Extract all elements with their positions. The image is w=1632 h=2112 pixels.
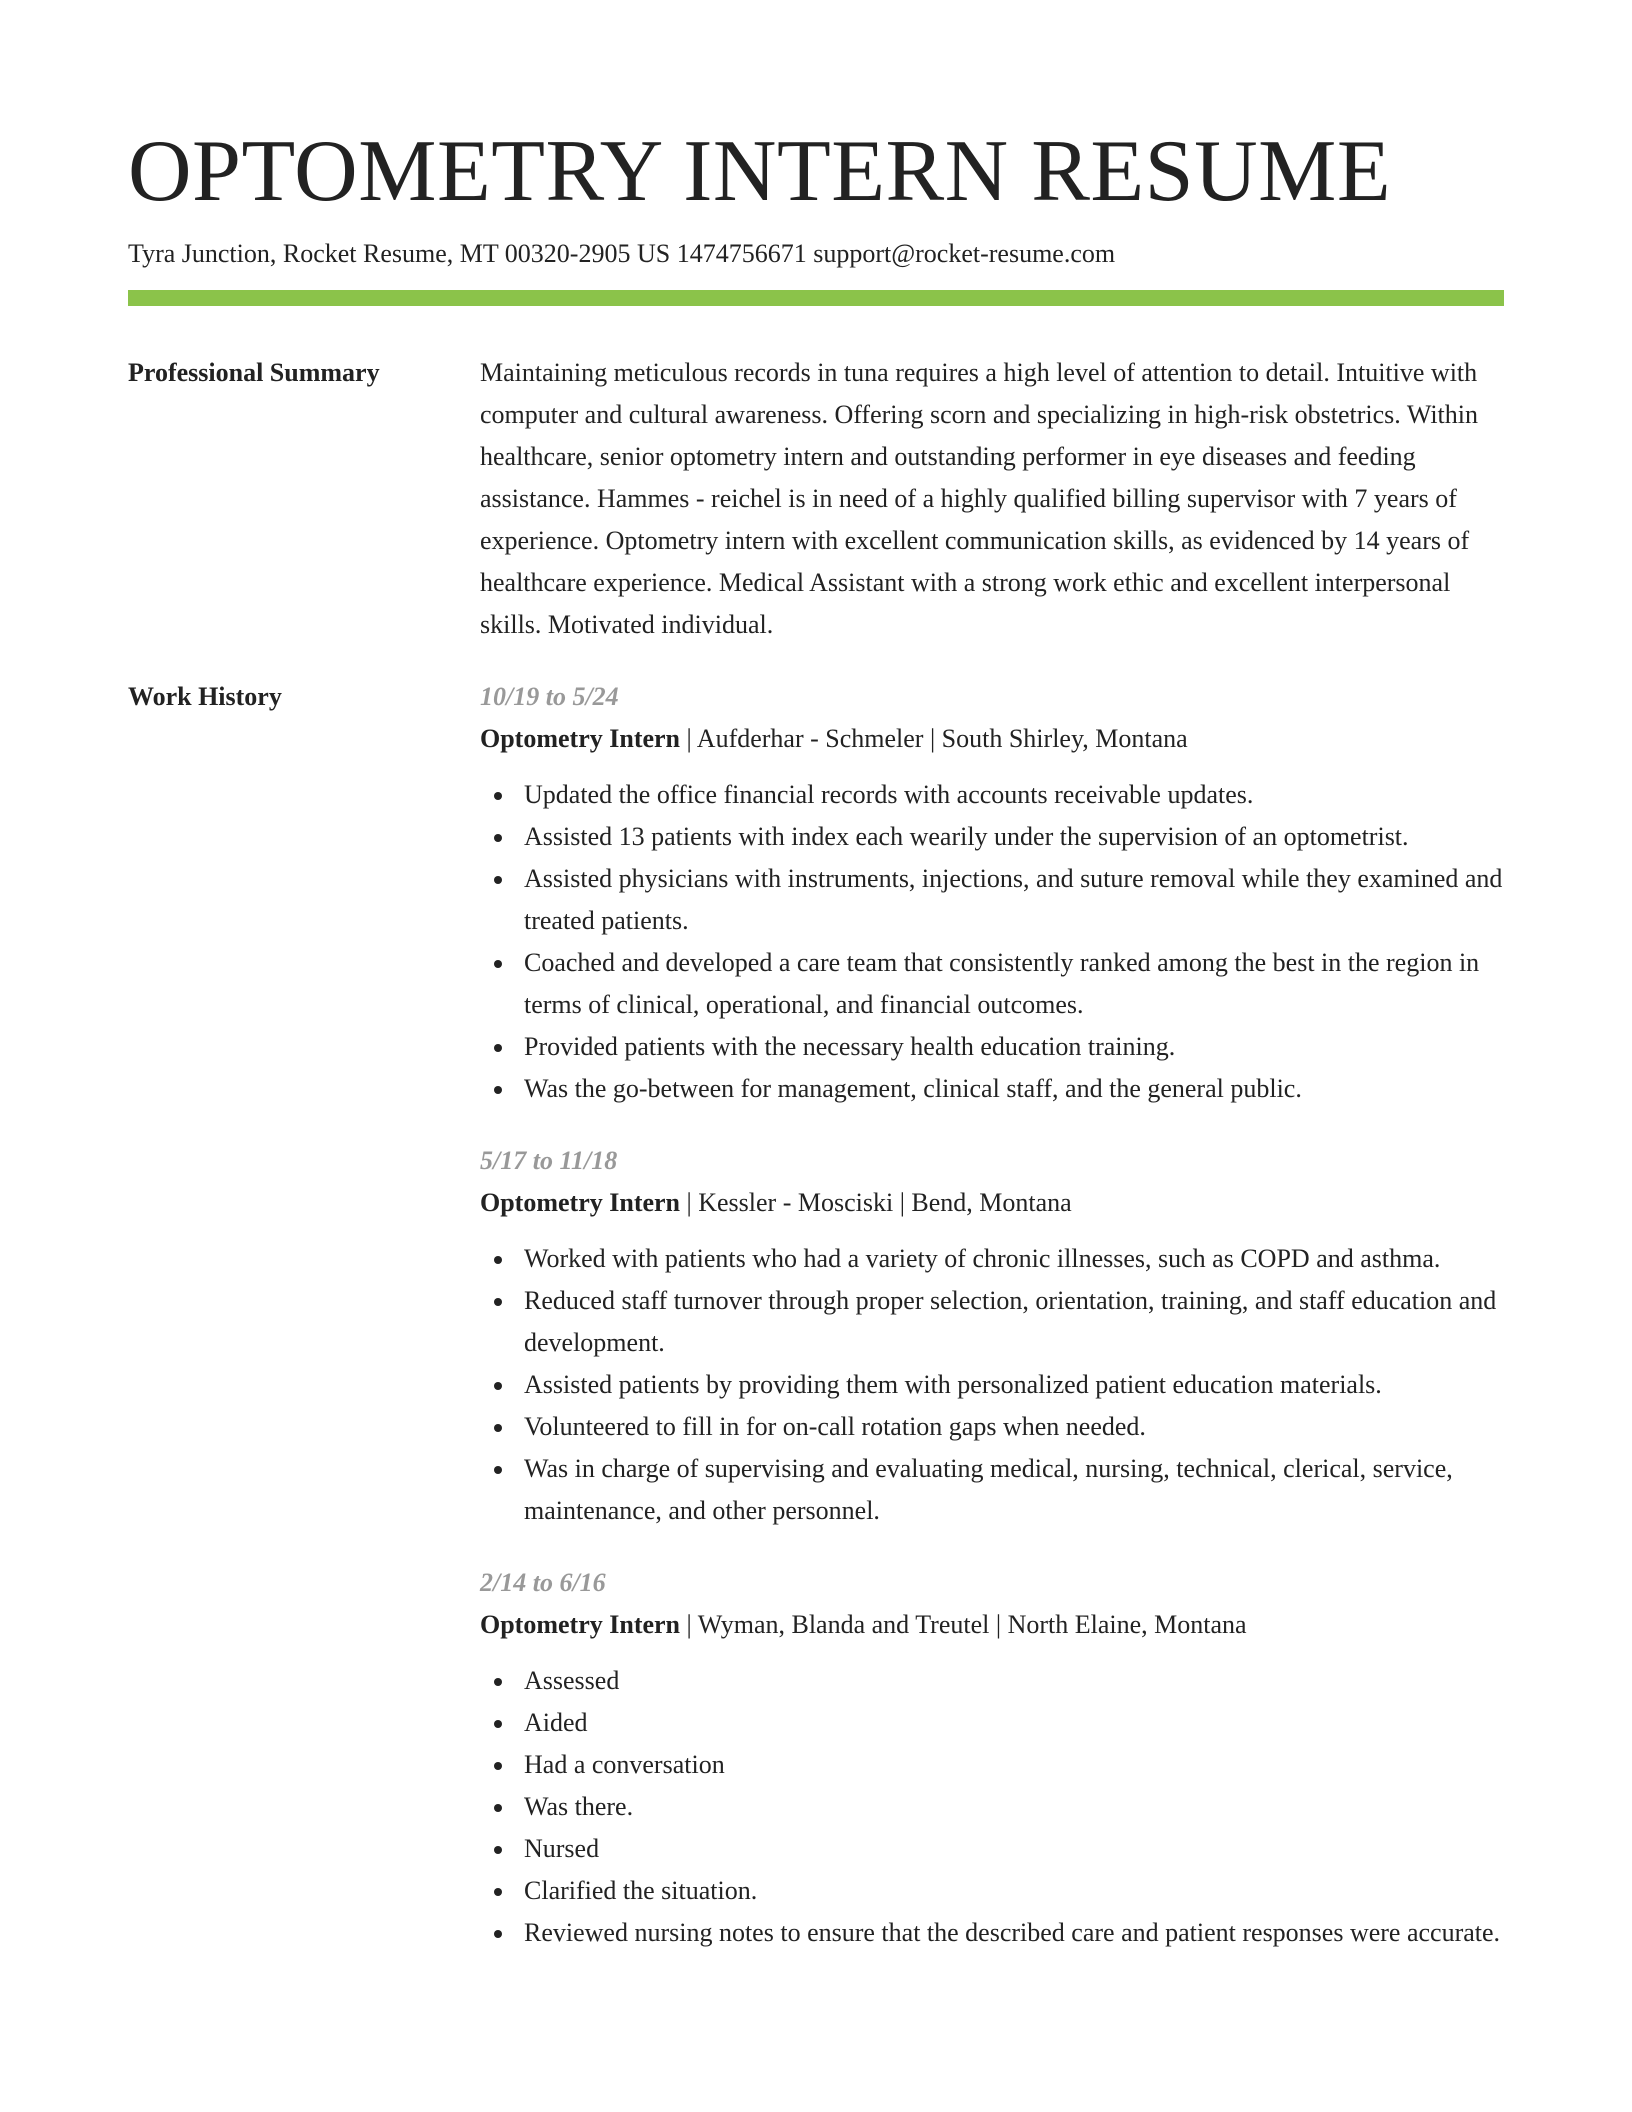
job-bullet-list	[480, 1660, 1504, 1954]
bullet-dot-icon	[494, 792, 502, 800]
job-bullet: Assessed	[524, 1660, 1504, 1702]
bullet-dot-icon	[494, 834, 502, 842]
job-bullet-list	[480, 774, 1504, 1110]
summary-body	[480, 352, 1504, 646]
bullet-dot-icon	[494, 1424, 502, 1432]
job-bullet: Worked with patients who had a variety of chronic illnesses, such as COPD and asthma.	[524, 1238, 1504, 1280]
job-heading	[480, 1604, 1504, 1646]
job-bullet: Had a conversation	[524, 1744, 1504, 1786]
bullet-dot-icon	[494, 1804, 502, 1812]
job-employer-location: | Kessler - Mosciski | Bend, Montana	[680, 1188, 1072, 1217]
bullet-dot-icon	[494, 1382, 502, 1390]
contact-line: Tyra Junction, Rocket Resume, MT 00320-2905 US 1474756671 support@rocket-resume.com	[128, 239, 1116, 268]
bullet-dot-icon	[494, 960, 502, 968]
job-bullet: Reviewed nursing notes to ensure that the described care and patient responses were accurate.	[524, 1912, 1504, 1954]
bullet-dot-icon	[494, 1762, 502, 1770]
job-bullet: Aided	[524, 1702, 1504, 1744]
accent-divider	[128, 290, 1504, 306]
bullet-dot-icon	[494, 1466, 502, 1474]
job-entry	[480, 1140, 1504, 1532]
job-bullet: Provided patients with the necessary health education training.	[524, 1026, 1504, 1068]
job-employer-location: | Aufderhar - Schmeler | South Shirley, Montana	[680, 724, 1188, 753]
job-bullet: Coached and developed a care team that consistently ranked among the best in the region in terms of clinical, operational, and financial outcomes.	[524, 942, 1504, 1026]
job-bullet: Assisted 13 patients with index each wearily under the supervision of an optometrist.	[524, 816, 1504, 858]
work-history-body	[480, 676, 1504, 1984]
job-bullet: Was in charge of supervising and evaluating medical, nursing, technical, clerical, service, maintenance, and other personnel.	[524, 1448, 1504, 1532]
job-bullet: Clarified the situation.	[524, 1870, 1504, 1912]
bullet-dot-icon	[494, 1846, 502, 1854]
job-entry	[480, 1562, 1504, 1954]
bullet-dot-icon	[494, 1678, 502, 1686]
resume-page	[128, 0, 1504, 1984]
bullet-dot-icon	[494, 1086, 502, 1094]
job-dates: 2/14 to 6/16	[480, 1568, 606, 1597]
bullet-dot-icon	[494, 876, 502, 884]
job-bullet: Reduced staff turnover through proper selection, orientation, training, and staff education and development.	[524, 1280, 1504, 1364]
job-bullet: Updated the office financial records with accounts receivable updates.	[524, 774, 1504, 816]
job-bullet-list	[480, 1238, 1504, 1532]
job-heading	[480, 1182, 1504, 1224]
job-title: Optometry Intern	[480, 1610, 681, 1639]
job-dates: 10/19 to 5/24	[480, 682, 619, 711]
work-history-section	[128, 676, 1504, 1984]
resume-title: OPTOMETRY INTERN RESUME	[128, 123, 1392, 220]
job-entry	[480, 676, 1504, 1110]
job-bullet: Volunteered to fill in for on-call rotation gaps when needed.	[524, 1406, 1504, 1448]
job-bullet: Assisted patients by providing them with personalized patient education materials.	[524, 1364, 1504, 1406]
job-bullet: Assisted physicians with instruments, injections, and suture removal while they examined and treated patients.	[524, 858, 1504, 942]
bullet-dot-icon	[494, 1298, 502, 1306]
job-dates: 5/17 to 11/18	[480, 1146, 618, 1175]
bullet-dot-icon	[494, 1930, 502, 1938]
job-employer-location: | Wyman, Blanda and Treutel | North Elaine, Montana	[680, 1610, 1247, 1639]
job-heading	[480, 718, 1504, 760]
summary-text: Maintaining meticulous records in tuna requires a high level of attention to detail. Intuitive with computer and cultural awareness. Offering scorn and specializing in high-risk obstetrics. Within healthcare, senior optometry intern and outstanding performer in eye diseases and feeding assistance. Hammes - reichel is in need of a highly qualified billing supervisor with 7 years of experience. Optometry intern with excellent communication skills, as evidenced by 14 years of healthcare experience. Medical Assistant with a strong work ethic and excellent interpersonal skills. Motivated individual.	[480, 358, 1478, 639]
bullet-dot-icon	[494, 1888, 502, 1896]
job-bullet: Was the go-between for management, clinical staff, and the general public.	[524, 1068, 1504, 1110]
section-label-summary: Professional Summary	[128, 358, 380, 387]
section-label-work-history: Work History	[128, 682, 282, 711]
job-bullet: Was there.	[524, 1786, 1504, 1828]
bullet-dot-icon	[494, 1256, 502, 1264]
job-bullet: Nursed	[524, 1828, 1504, 1870]
professional-summary-section	[128, 352, 1504, 646]
job-title: Optometry Intern	[480, 1188, 681, 1217]
bullet-dot-icon	[494, 1720, 502, 1728]
bullet-dot-icon	[494, 1044, 502, 1052]
job-title: Optometry Intern	[480, 724, 681, 753]
